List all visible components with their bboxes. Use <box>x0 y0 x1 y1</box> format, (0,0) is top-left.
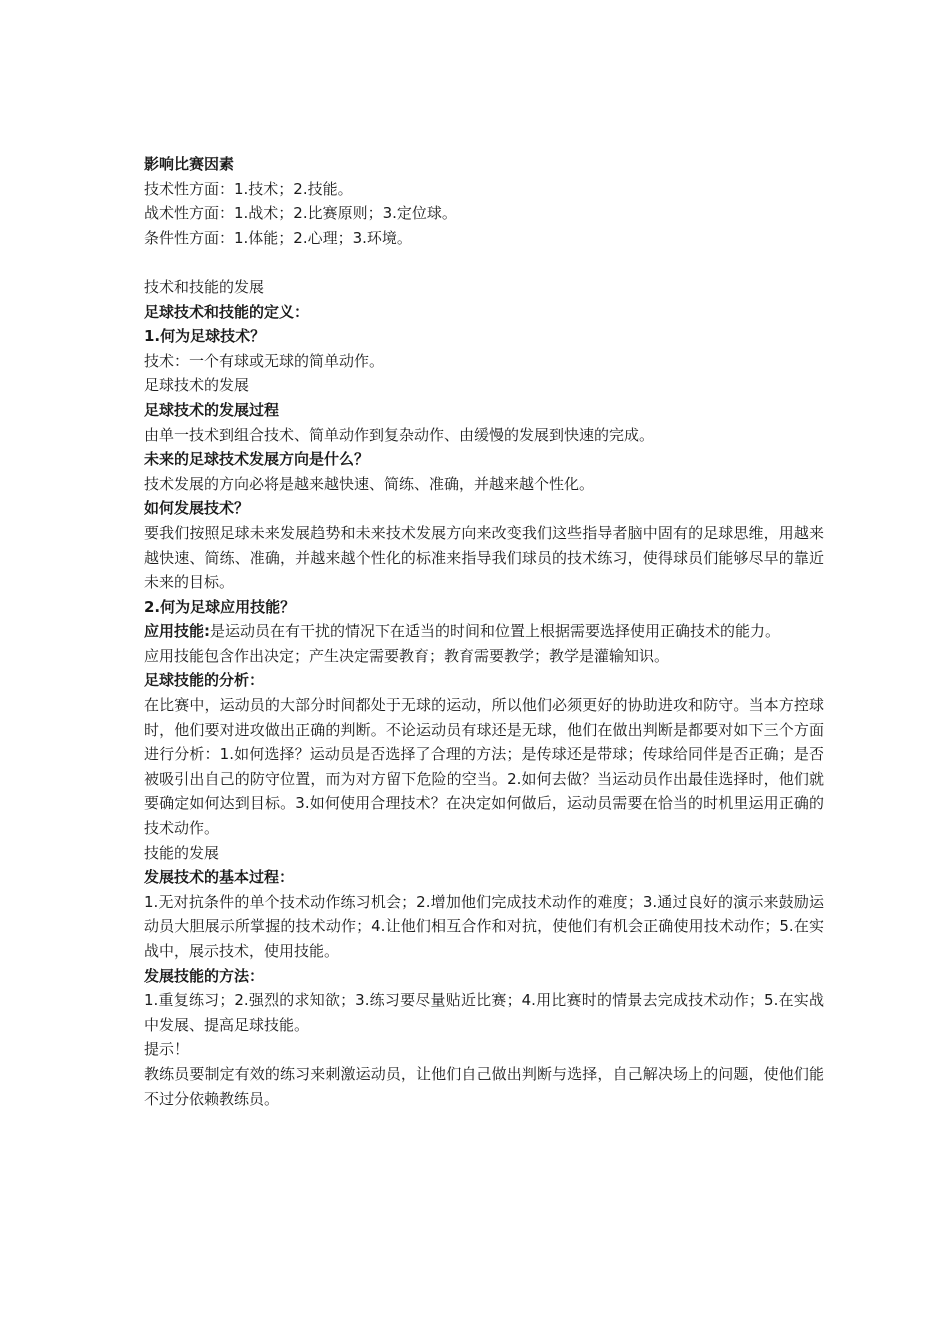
process-text: 由单一技术到组合技术、简单动作到复杂动作、由缓慢的发展到快速的完成。 <box>144 425 655 444</box>
process-heading: 足球技术的发展过程 <box>144 400 280 419</box>
analysis-text: 在比赛中，运动员的大部分时间都处于无球的运动，所以他们必须更好的协助进攻和防守。当本方控球时，他们要对进攻做出正确的判断。不论运动员有球还是无球，他们在做出判断是都要对如下三个方面进行分析：1.如何选择？运动员是否选择了合理的方法；是传球还是带球；传球给同伴是否正确；是否被吸引出自己的防守位置，而为对方留下危险的空当。2.如何去做？当运动员作出最佳选择时，他们就要确定如何达到目标。3.如何使用合理技术？在决定如何做后，运动员需要在恰当的时机里运用正确的技术动作。 <box>144 696 824 838</box>
tech-dev-title: 足球技术的发展 <box>144 376 250 395</box>
tip-label: 提示！ <box>144 1040 190 1059</box>
definition-heading: 足球技术和技能的定义： <box>144 302 310 321</box>
methods-text: 1.重复练习；2.强烈的求知欲；3.练习要尽量贴近比赛；4.用比赛时的情景去完成技术动作；5.在实战中发展、提高足球技能。 <box>144 991 824 1034</box>
skill-dev-title: 技能的发展 <box>144 843 220 862</box>
q2-heading: 2.何为足球应用技能？ <box>144 597 296 616</box>
factors-technical: 技术性方面：1.技术；2.技能。 <box>144 179 353 198</box>
future-text: 技术发展的方向必将是越来越快速、简练、准确，并越来越个性化。 <box>144 474 595 493</box>
future-heading: 未来的足球技术发展方向是什么？ <box>144 450 370 469</box>
development-title: 技术和技能的发展 <box>144 277 265 296</box>
applied-label: 应用技能: <box>144 622 210 641</box>
applied-includes: 应用技能包含作出决定；产生决定需要教育；教育需要教学；教学是灌输知识。 <box>144 646 670 665</box>
how-heading: 如何发展技术？ <box>144 499 250 518</box>
q1-heading: 1.何为足球技术？ <box>144 327 266 346</box>
analysis-heading: 足球技能的分析： <box>144 671 265 690</box>
how-text: 要我们按照足球未来发展趋势和未来技术发展方向来改变我们这些指导者脑中固有的足球思维，用越来越快速、简练、准确，并越来越个性化的标准来指导我们球员的技术练习，使得球员们能够尽早的靠近未来的目标。 <box>144 523 824 592</box>
q1-answer: 技术：一个有球或无球的简单动作。 <box>144 351 385 370</box>
applied-text: 是运动员在有干扰的情况下在适当的时间和位置上根据需要选择使用正确技术的能力。 <box>210 622 781 641</box>
factors-conditional: 条件性方面：1.体能；2.心理；3.环境。 <box>144 228 412 247</box>
factors-heading: 影响比赛因素 <box>144 155 235 173</box>
blank-line <box>144 250 824 275</box>
basic-text: 1.无对抗条件的单个技术动作练习机会；2.增加他们完成技术动作的难度；3.通过良好的演示来鼓励运动员大胆展示所掌握的技术动作；4.让他们相互合作和对抗，使他们有机会正确使用技术动作；5.在实战中，展示技术，使用技能。 <box>144 892 824 960</box>
factors-tactical: 战术性方面：1.战术；2.比赛原则；3.定位球。 <box>144 204 457 223</box>
applied-paragraph <box>144 619 824 644</box>
methods-heading: 发展技能的方法： <box>144 966 265 985</box>
tip-text: 教练员要制定有效的练习来刺激运动员，让他们自己做出判断与选择，自己解决场上的问题，使他们能不过分依赖教练员。 <box>144 1064 824 1108</box>
basic-heading: 发展技术的基本过程： <box>144 868 295 887</box>
document-body <box>144 152 824 1111</box>
